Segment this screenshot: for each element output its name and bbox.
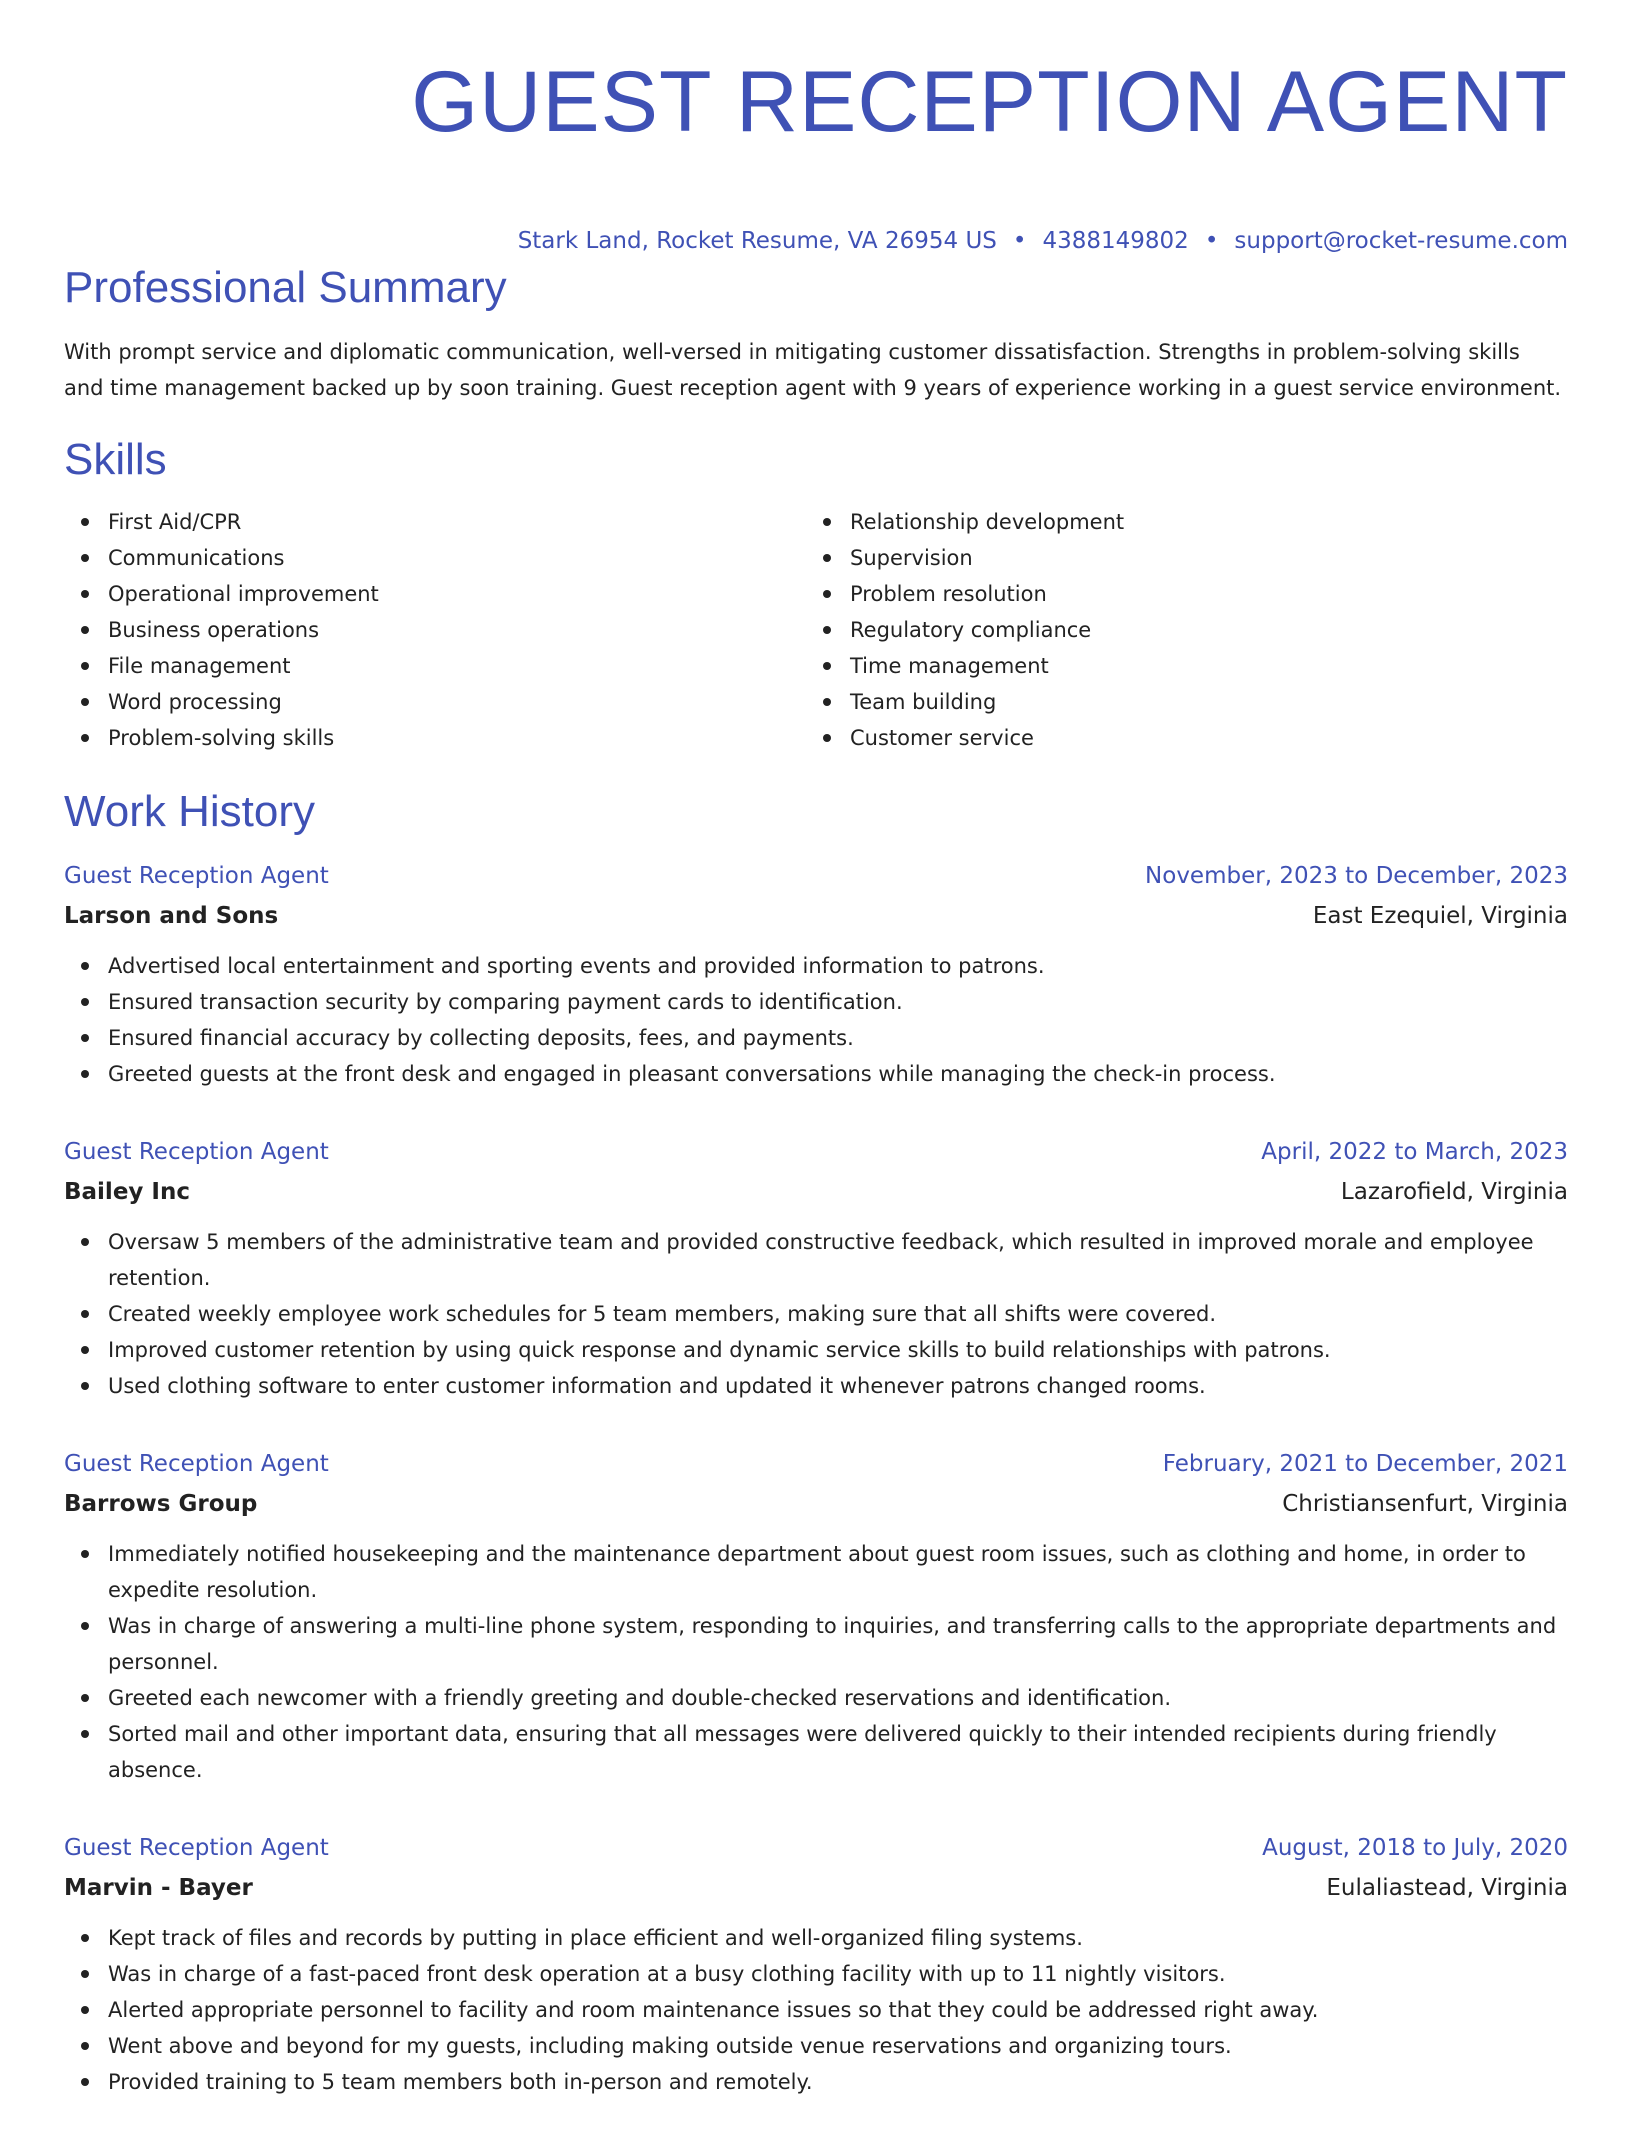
job-company-row xyxy=(64,896,1568,936)
resume-name: GUEST RECEPTION AGENT xyxy=(411,54,1568,150)
skill-item: Team building xyxy=(806,684,1548,720)
job-bullet: Alerted appropriate personnel to facility and room maintenance issues so that they could be addressed right away. xyxy=(64,1992,1568,2028)
contact-email[interactable]: support@rocket-resume.com xyxy=(1234,228,1568,254)
contact-separator: • xyxy=(1012,228,1027,254)
job-entry xyxy=(64,856,1568,1092)
skill-item: Problem resolution xyxy=(806,576,1548,612)
job-bullets xyxy=(64,1224,1568,1404)
job-bullet: Greeted guests at the front desk and engaged in pleasant conversations while managing the check-in process. xyxy=(64,1056,1568,1092)
contact-address: Stark Land, Rocket Resume, VA 26954 US xyxy=(517,228,997,254)
job-title-row xyxy=(64,1444,1568,1484)
skill-item: First Aid/CPR xyxy=(64,504,806,540)
summary-text: With prompt service and diplomatic communication, well-versed in mitigating customer dissatisfaction. Strengths in problem-solving skills and time management backed up by soon training. Guest reception agent with 9 years of experience working in a guest service environment. xyxy=(64,340,1562,400)
job-company: Bailey Inc xyxy=(64,1179,190,1205)
skills-column-left xyxy=(64,504,806,756)
job-title: Guest Reception Agent xyxy=(64,863,329,889)
job-bullets xyxy=(64,1536,1568,1788)
job-bullet: Ensured transaction security by comparing payment cards to identification. xyxy=(64,984,1568,1020)
resume-header xyxy=(64,52,1568,256)
job-location: Eulaliastead, Virginia xyxy=(1326,1875,1568,1901)
job-location: Lazarofield, Virginia xyxy=(1340,1179,1568,1205)
job-bullet: Oversaw 5 members of the administrative team and provided constructive feedback, which resulted in improved morale and employee retention. xyxy=(64,1224,1568,1296)
skill-item: File management xyxy=(64,648,806,684)
job-bullet: Created weekly employee work schedules for 5 team members, making sure that all shifts were covered. xyxy=(64,1296,1568,1332)
job-entry xyxy=(64,1132,1568,1404)
contact-separator: • xyxy=(1204,228,1219,254)
skill-item: Problem-solving skills xyxy=(64,720,806,756)
skill-item: Customer service xyxy=(806,720,1548,756)
job-bullet: Used clothing software to enter customer information and updated it whenever patrons changed rooms. xyxy=(64,1368,1568,1404)
job-bullet: Improved customer retention by using quick response and dynamic service skills to build relationships with patrons. xyxy=(64,1332,1568,1368)
skill-item: Word processing xyxy=(64,684,806,720)
skill-item: Operational improvement xyxy=(64,576,806,612)
job-company: Marvin - Bayer xyxy=(64,1875,253,1901)
job-location: Christiansenfurt, Virginia xyxy=(1282,1491,1568,1517)
skill-item: Time management xyxy=(806,648,1548,684)
job-company: Larson and Sons xyxy=(64,903,279,929)
job-title-row xyxy=(64,1828,1568,1868)
job-bullet: Immediately notified housekeeping and the maintenance department about guest room issues, such as clothing and home, in order to expedite resolution. xyxy=(64,1536,1568,1608)
job-bullets xyxy=(64,948,1568,1092)
skills-heading: Skills xyxy=(64,435,167,484)
contact-phone: 4388149802 xyxy=(1042,228,1189,254)
work-history-list xyxy=(64,856,1568,2140)
job-dates: February, 2021 to December, 2021 xyxy=(1162,1451,1568,1477)
job-location: East Ezequiel, Virginia xyxy=(1312,903,1568,929)
skills-column-right xyxy=(806,504,1548,756)
job-entry xyxy=(64,1828,1568,2100)
job-dates: August, 2018 to July, 2020 xyxy=(1262,1835,1568,1861)
summary-heading: Professional Summary xyxy=(64,263,507,312)
job-bullet: Advertised local entertainment and sporting events and provided information to patrons. xyxy=(64,948,1568,984)
work-history-heading: Work History xyxy=(64,787,315,836)
job-title: Guest Reception Agent xyxy=(64,1451,329,1477)
job-bullet: Provided training to 5 team members both in-person and remotely. xyxy=(64,2064,1568,2100)
job-company-row xyxy=(64,1484,1568,1524)
job-company: Barrows Group xyxy=(64,1491,258,1517)
skill-item: Regulatory compliance xyxy=(806,612,1548,648)
job-bullet: Ensured financial accuracy by collecting deposits, fees, and payments. xyxy=(64,1020,1568,1056)
skill-item: Business operations xyxy=(64,612,806,648)
contact-line xyxy=(64,226,1568,256)
job-title-row xyxy=(64,1132,1568,1172)
job-entry xyxy=(64,1444,1568,1788)
job-company-row xyxy=(64,1868,1568,1908)
job-bullet: Was in charge of answering a multi-line phone system, responding to inquiries, and transferring calls to the appropriate departments and personnel. xyxy=(64,1608,1568,1680)
job-dates: April, 2022 to March, 2023 xyxy=(1261,1139,1568,1165)
job-dates: November, 2023 to December, 2023 xyxy=(1145,863,1568,889)
job-title-row xyxy=(64,856,1568,896)
skill-item: Relationship development xyxy=(806,504,1548,540)
job-bullet: Sorted mail and other important data, ensuring that all messages were delivered quickly to their intended recipients during friendly absence. xyxy=(64,1716,1568,1788)
job-title: Guest Reception Agent xyxy=(64,1139,329,1165)
job-company-row xyxy=(64,1172,1568,1212)
skill-item: Supervision xyxy=(806,540,1548,576)
skills-list xyxy=(64,504,1568,756)
job-bullet: Kept track of files and records by putting in place efficient and well-organized filing systems. xyxy=(64,1920,1568,1956)
job-bullet: Was in charge of a fast-paced front desk operation at a busy clothing facility with up to 11 nightly visitors. xyxy=(64,1956,1568,1992)
skill-item: Communications xyxy=(64,540,806,576)
job-bullet: Went above and beyond for my guests, including making outside venue reservations and organizing tours. xyxy=(64,2028,1568,2064)
job-title: Guest Reception Agent xyxy=(64,1835,329,1861)
job-bullets xyxy=(64,1920,1568,2100)
job-bullet: Greeted each newcomer with a friendly greeting and double-checked reservations and identification. xyxy=(64,1680,1568,1716)
